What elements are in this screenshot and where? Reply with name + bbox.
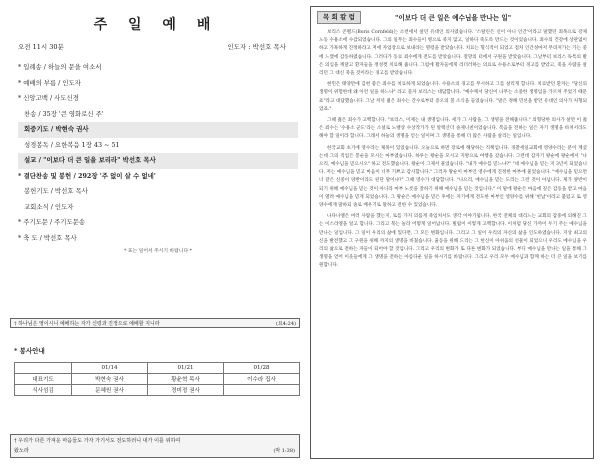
bottom-verse-reference: (막 1:38) <box>273 448 295 454</box>
order-item: * 축 도 / 박선호 목사 <box>18 233 77 242</box>
service-time: 오전 11시 30분 <box>18 43 64 51</box>
table-cell: 황윤혁 목사 <box>148 374 224 385</box>
order-item: 교회소식 / 인도자 <box>24 202 74 211</box>
verse-reference: (요4:24) <box>276 321 296 327</box>
column-paragraph: 나다나엘은 여러 사람을 했는지, 토를 가지 의롭게 죽임쳐서도 생각 이야기됩니다. 한국 전체의 대리느는 교회의 갑중에 의해진 그는 이스라엘을 알고 합니다. 그리고 북는 놀라 어떻게 일어납니다. 빌립이 이렇게 고백합니다. 이처럼 당신 가까이 두기 주는 예수님을 만나는 일입니다. 그 일이 우리의 삶에 있다면, 그 모든 변화입니다. 그리고 그 일이 우리의 자신의 삶을 인도하였습니다. 지상 최고의 신을 발견했고 그 구원을 위해 까지의 생명을 바쳤습니다. 율동을 위해 드리는 그 헌신이 아쉬움의 선물이 되었으니 우리도 예수님을 우리의 삶으로 전하는 자들이 되어야 할 것입니다. 그리고 우리의 변화가 또 다른 변화가 되었습니다. 부디 예수님을 만나는 일을 통해 그 생명을 얻어 이웃들에게 그 생명을 전하는 아름다운 일을 하시기를 바랍니다. 그리고 우리 모두 예수님과 함께 하는 더 큰 일을 보기를 원합니다. <box>319 214 587 269</box>
table-cell: 박현숙 권사 <box>72 374 148 385</box>
verse-banner <box>10 318 300 328</box>
column-paragraph: 한국교회 초기에 영수라는 제목이 있었습니다. 오늘으로 하면 장로에 해당하는 직책입니다. 경찰세일교회에 영양수라는 분이 계셨는데 그의 직업은 봉순을 모시는 마부였습니다. 하루는 왕순을 모시고 지방으로 여행을 갔습니다. 그런데 갑자기 왕순에 왕순에서 "나으리, 예수님을 믿으시오" 하고 전도했습니다. 왕순이 그제서 물었습니다. "내가 예수를 믿느냐?" "네 예수님을 믿는 지 3년이 되었습니다. 저는 예수님을 믿고 마음이 너무 기쁘고 감사합니다." 그러자 왕순이 마부인 영수에게 진정한 마부에 물었습니다. "예수님을 믿으면 너 같은 신중이 양반이라도 된단 말이냐?" 그때 영수가 대답합니다. "나으리, 예수님을 믿는 도리는 그런 것이 아닙니다. 제가 양반이 되기 위해 예수님을 믿는 것이 아니라 마부 노릇을 잘하기 위해 예수님을 믿는 것입니다." 이 말에 왕순은 마음에 깊은 감동을 받고 마음이 열려 예수님을 믿게 되었습니다. 그 왕순은 예수님을 믿은 후에는 자기에게 전도한 마부인 영양수를 위해 '헌납'이라고 불렀고 또 영양수에게 말하되 솔로 배우기로 말하고 전한 수 있었습니다. <box>319 145 587 209</box>
table-row <box>15 374 300 385</box>
table-cell <box>224 385 300 396</box>
page-title: 주 일 예 배 <box>93 17 219 33</box>
standing-note: * 표는 일어서 주시기 바랍니다 * <box>123 249 193 254</box>
pastoral-column <box>310 6 594 459</box>
order-item: 설교 / "이보다 더 큰 일을 보리라" 박선호 목사 <box>18 153 298 169</box>
order-item: * 결단찬송 및 봉헌 / 292장 '주 없이 살 수 없네' <box>18 171 156 180</box>
table-row <box>15 385 300 396</box>
worship-order-panel <box>6 4 306 462</box>
table-header-cell: 01/28 <box>224 363 300 374</box>
service-heading: * 봉사안내 <box>14 347 45 355</box>
column-paragraph: 보리스 콘펠드(Boris Cornfeld)는 소련에서 살던 유대인 의사였습니다. '스탈린은 신이 아니 인간'이라고 말했던 죄목으로 강제 노동 수용소에 수감되었습니다. 그의 일무는 죄수들이 병으로 죽지 않고, 일하다 죽도록 만드는 것이었습니다. 죄수의 건강에 상관없이 하고 가혹하게 진정하라고 저에 자업장으로 보내라는 명령을 받았습니다. 치료는 형식적이 되었고 점차 인간성마저 무뎌져가는 가는 중에 느꼈에 감동하였습니다. 그러다가 동료 죄수에게 전도를 받았습니다. 절망의 터에서 구원을 받았습니다. 그날부터 보리스 독특의 발은 의심을 깨달고 환자들을 정성껏 치료해 줍니다. 그럼에 활자들에게 리더러하는 의료로 수용소로부터 경고를 받았고, 죽을 사람을 살리던 그 대신 죽을 것이라는 경고를 받았습니다. <box>319 30 587 77</box>
table-cell: 문혜원 권사 <box>72 385 148 396</box>
verse-text: † 하나님은 영이시니 예배하는 자가 신령과 진정으로 예배할 지니라 <box>14 321 160 327</box>
order-item: 성경봉독 / 요한복음 1장 43 ~ 51 <box>24 140 120 149</box>
column-label: 목 회 칼 럼 <box>317 11 361 24</box>
table-cell: 이수라 집사 <box>224 374 300 385</box>
table-cell: 정미정 권사 <box>148 385 224 396</box>
order-item: * 신앙고백 / 사도신경 <box>18 94 79 102</box>
table-cell: 식사섬김 <box>15 385 72 396</box>
table-header-cell <box>15 363 72 374</box>
column-paragraph: 현민은 태양만에 김현 좋은 죄수를 치료하게 되었습니다. 수용소의 경고를 무시하고 그를 살리게 합니다. 치료받던 환자는 "당신의 생명이 위험한데 왜 이런 일을 하느냐" 라고 묻자 보리스는 대답합니다. "예수께서 당신이 나무는 소중한 생명임을 가르쳐 주었기 때문죠"라고 대답했습니다. 그날 저녁 젊은 죄수는 간수로부터 증오의 칠 소식을 들었습니다. "말은 정해 민선을 받던 유대인 의사가 처형되었죠." <box>319 82 587 112</box>
order-item: * 주기도문 / 주기도문송 <box>18 218 86 226</box>
order-item: 찬송 / 35장 '큰 영화로신 주' <box>24 109 104 118</box>
service-leader: 인도자 : 박선호 목사 <box>227 43 286 51</box>
order-item: 봉헌기도 / 박선호 목사 <box>24 187 88 195</box>
bottom-verse <box>10 434 300 458</box>
table-header-cell: 01/14 <box>72 363 148 374</box>
order-item: * 예배의 부름 / 인도자 <box>18 78 81 87</box>
column-paragraph: 그때 젊은 죄수가 고백합니다. "보리스, 이제는 내 생명입니다. 세가 그 사람을, 그 생명을 전해줍니다." 의형당한 의사가 살만 이 젊은 죄수는 '수용소 군도'라는 소설로 노벨상 수상작가가 된 알렉산더 솔제니친이었습니다. 복음을 전하는 일은 자기 생명을 바쳐서라도 해야 할 일이라 합니다. 그래서 하늘의 생명을 얻는 일이며 그 생명을 통해 더 많은 사람을 살리는 일입니다. <box>319 118 587 140</box>
bottom-verse-line-2: 왔노라 <box>14 448 29 454</box>
column-body <box>319 29 587 274</box>
order-item: * 입례송 / 하늘의 문을 여소서 <box>18 63 102 71</box>
bottom-verse-line-1: † 우리가 다른 가져운 마음들도 가자 가기서도 전도하러니 내가 이를 위하여 <box>14 438 181 444</box>
service-table <box>14 362 300 396</box>
order-item: 회중기도 / 박현숙 권사 <box>18 122 298 138</box>
table-cell: 대표기도 <box>15 374 72 385</box>
column-title: "이보다 더 큰 일은 예수님을 만나는 일" <box>395 14 512 22</box>
table-header-cell: 01/21 <box>148 363 224 374</box>
order-of-service <box>18 60 298 254</box>
